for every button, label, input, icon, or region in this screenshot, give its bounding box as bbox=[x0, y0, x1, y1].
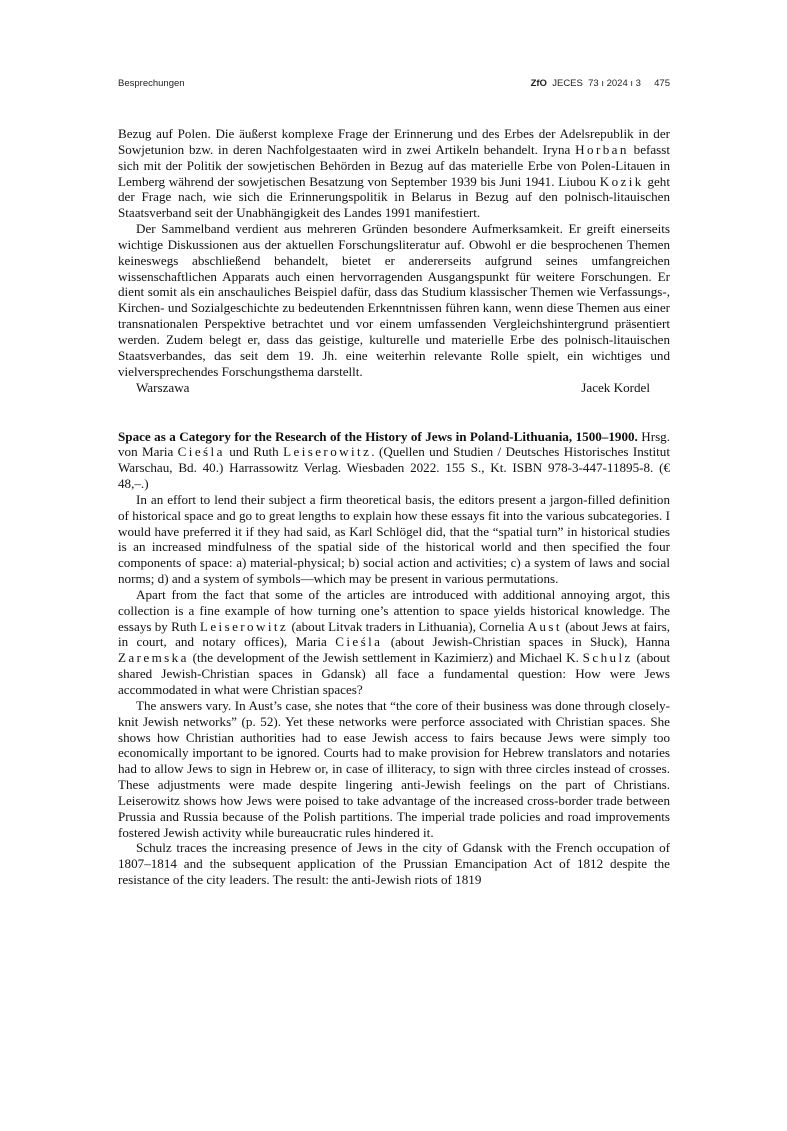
text-run: Apart from the fact that some of the articles are introduced with additional annoying argot, this collection is a fine example of how turning one’s attention to space yields historical knowledge. The essays by Ruth bbox=[118, 586, 670, 634]
editor-name: Leiserowitz bbox=[283, 444, 372, 460]
review2-paragraph-4: Schulz traces the increasing presence of Jews in the city of Gdansk with the French occupation of 1807–1814 and the subsequent application of the Prussian Emancipation Act of 1812 despite the resistance of the city leaders. The result: the anti-Jewish riots of 1819 bbox=[118, 840, 670, 888]
text-run: (about Litvak traders in Lithuania), Cornelia bbox=[288, 618, 528, 634]
text-run: Hrsg. von Maria bbox=[118, 428, 670, 460]
text-run: und Ruth bbox=[224, 444, 284, 460]
text-run: (the development of the Jewish settlement in Kazimierz) and Michael K. bbox=[188, 650, 583, 666]
text-run: befasst sich mit der Politik der sowjetischen Behörden in Bezug auf das materielle Erbe von Polen-Litauen in Lemberg während der sowjetischen Besatzung von September 1939 bis Juni 1941. Liubou bbox=[118, 141, 671, 189]
section-label: Besprechungen bbox=[118, 78, 185, 89]
text-run: Bezug auf Polen. Die äußerst komplexe Frage der Erinnerung und des Erbes der Adelsrepublik in der Sowjetunion bzw. in deren Nachfolgestaaten wird in zwei Artikeln behandelt. Iryna bbox=[118, 126, 670, 157]
author-name: Horban bbox=[575, 141, 629, 157]
author-name: Kozik bbox=[599, 173, 644, 189]
text-run: (about Jewish-Christian spaces in Słuck), Hanna bbox=[382, 634, 670, 650]
author-name: Cieśla bbox=[335, 634, 383, 650]
book-title: Space as a Category for the Research of the History of Jews in Poland-Lithuania, 1500–1900. bbox=[118, 428, 638, 444]
text-run: geht der Frage nach, wie sich die Erinnerungspolitik in Belarus in Bezug auf den polnisch-litauischen Staatsverband seit der Unabhängigkeit des Landes 1991 manifestiert. bbox=[118, 173, 670, 221]
issue-and-page-number: JECES 73 ı 2024 ı 3 475 bbox=[546, 78, 670, 89]
page-body bbox=[118, 126, 670, 888]
bibliographic-details: . (Quellen und Studien / Deutsches Historisches Institut Warschau, Bd. 40.) Harrassowitz Verlag. Wiesbaden 2022. 155 S., Kt. ISBN 978-3-447-11895-8. (€ 48,–.) bbox=[118, 444, 670, 492]
journal-info bbox=[531, 78, 670, 89]
author-name: Schulz bbox=[582, 650, 633, 666]
review2-heading bbox=[118, 429, 670, 492]
text-run: (about Jews at fairs, in court, and notary offices), Maria bbox=[118, 618, 670, 650]
review2-paragraph-3: The answers vary. In Aust’s case, she notes that “the core of their business was done through closely-knit Jewish networks” (p. 52). Yet these networks were perforce associated with Christian spaces. She shows how Christian authorities had to ease Jewish access to fairs because Jews were simply too economically important to be ignored. Courts had to make provision for Hebrew translators and notaries had to allow Jews to sign in Hebrew or, in case of illiteracy, to sign with three circles instead of crosses. These adjustments were made despite lingering anti-Jewish feelings on the part of Christians. Leiserowitz shows how Jews were poised to take advantage of the increased cross-border trade between Prussia and Russia because of the Polish partitions. The imperial trade policies and road improvements fostered Jewish activity while bureaucratic rules hindered it. bbox=[118, 697, 670, 840]
author-name: Aust bbox=[527, 618, 562, 634]
text-run: (about shared Jewish-Christian spaces in Gdansk) all face a fundamental question: How were Jews accommodated in what were Christian spaces? bbox=[118, 650, 670, 697]
review2-paragraph-1: In an effort to lend their subject a firm theoretical basis, the editors present a jargon-filled definition of historical space and go to great lengths to explain how these essays fit into the various subcategories. I would have preferred it if they had said, as Karl Schlögel did, that the “spatial turn” in historical studies is an increased mindfulness of the spatial side of the historical world and then specified the four components of space: a) material-physical; b) social action and activities; c) a system of laws and social norms; d) and a system of symbols—which may be present in various permutations. bbox=[118, 491, 670, 587]
journal-abbrev: ZfO bbox=[530, 78, 547, 89]
review-signature bbox=[118, 380, 670, 396]
review1-paragraph-2: Der Sammelband verdient aus mehreren Gründen besondere Aufmerksamkeit. Er greift einerseits wichtige Diskussionen aus der aktuellen Forschungsliteratur auf. Obwohl er die besprochenen Themen keineswegs abschließend behandelt, bietet er andererseits aufgrund seines umfangreichen wissenschaftlichen Apparats auch einen hervorragenden Ausgangspunkt für weitere Forschungen. Er dient somit als ein anschauliches Beispiel dafür, dass das Studium klassischer Themen wie Verfassungs-, Kirchen- und Sozialgeschichte zu bedeutenden Erkenntnissen führen kann, wenn diese Themen aus einer transnationalen Perspektive betrachtet und vor einem umfassenden Vergleichshintergrund präsentiert werden. Zudem belegt er, dass das geistige, kulturelle und materielle Erbe des polnisch-litauischen Staatsverbandes, das seit dem 19. Jh. eine weiterhin relevante Rolle spielt, ein wichtiges und vielversprechendes Forschungsthema darstellt. bbox=[118, 221, 670, 379]
reviewer-name: Jacek Kordel bbox=[581, 379, 650, 395]
signature-place: Warszawa bbox=[136, 379, 190, 395]
author-name: Leiserowitz bbox=[199, 618, 289, 634]
editor-name: Cieśla bbox=[177, 444, 225, 460]
author-name: Zaremska bbox=[118, 650, 189, 666]
running-head bbox=[118, 78, 670, 92]
section-gap bbox=[118, 396, 670, 429]
review1-paragraph-1 bbox=[118, 126, 670, 221]
review2-paragraph-2 bbox=[118, 587, 670, 698]
